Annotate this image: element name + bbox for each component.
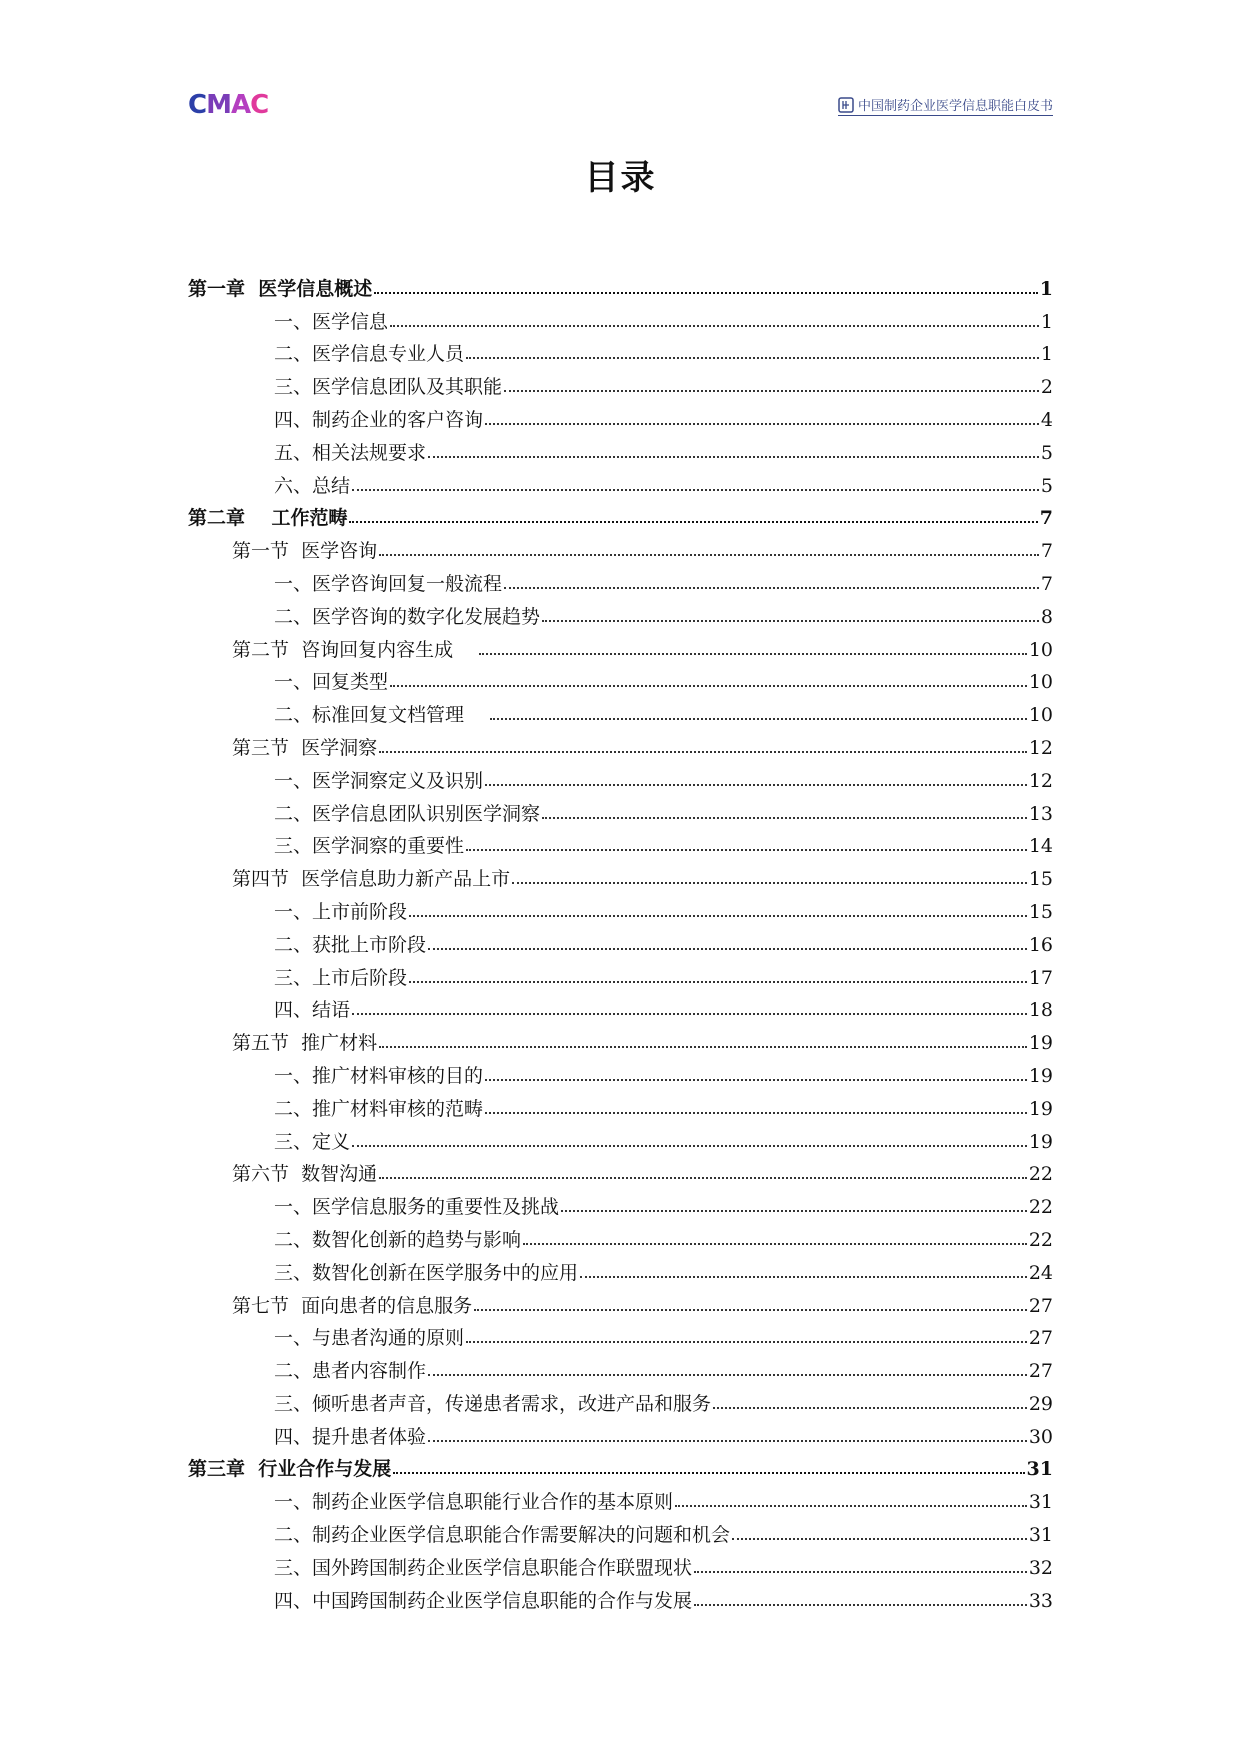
toc-entry-label: 一、与患者沟通的原则 [274,1327,465,1350]
toc-entry-label: 二、数智化创新的趋势与影响 [274,1228,522,1251]
toc-entry-item[interactable] [188,332,1053,365]
dot-leader [485,423,1039,425]
toc-entry-page-number: 19 [1028,1097,1053,1120]
toc-entry-item[interactable] [188,1512,1053,1545]
dot-leader [428,1374,1027,1376]
toc-entry-page-number: 31 [1028,1491,1053,1514]
dot-leader [523,1243,1027,1245]
toc-entry-item[interactable] [188,430,1053,463]
toc-entry-page-number: 10 [1028,638,1053,661]
dot-leader [428,948,1027,950]
dot-leader [504,587,1039,589]
toc-entry-chapter[interactable] [188,496,1053,529]
toc-entry-item[interactable] [188,561,1053,594]
toc-entry-item[interactable] [188,397,1053,430]
toc-entry-label: 第二章 工作范畴 [188,507,348,530]
dot-leader [732,1538,1027,1540]
toc-entry-label: 第一节 医学咨询 [232,540,378,563]
dot-leader [504,390,1039,392]
dot-leader [675,1505,1027,1507]
toc-entry-page-number: 19 [1028,1064,1053,1087]
dot-leader [428,1440,1027,1442]
toc-entry-page-number: 12 [1028,769,1053,792]
dot-leader [694,1571,1027,1573]
toc-entry-page-number: 5 [1040,474,1053,497]
dot-leader [466,849,1027,851]
toc-entry-label: 第六节 数智沟通 [232,1163,378,1186]
toc-entry-item[interactable] [188,1119,1053,1152]
dot-leader [379,1046,1027,1048]
toc-entry-item[interactable] [188,1479,1053,1512]
dot-leader [512,882,1027,884]
toc-entry-page-number: 27 [1028,1360,1053,1383]
toc-entry-page-number: 14 [1028,835,1053,858]
toc-entry-label: 三、上市后阶段 [274,966,408,989]
toc-entry-page-number: 15 [1028,868,1053,891]
toc-entry-item[interactable] [188,1414,1053,1447]
toc-entry-label: 六、总结 [274,474,351,497]
toc-entry-item[interactable] [188,364,1053,397]
toc-entry-page-number: 19 [1028,1032,1053,1055]
dot-leader [428,456,1039,458]
toc-entry-page-number: 22 [1028,1228,1053,1251]
toc-entry-page-number: 31 [1028,1524,1053,1547]
toc-entry-item[interactable] [188,1184,1053,1217]
toc-entry-page-number: 27 [1028,1294,1053,1317]
dot-leader [379,1177,1027,1179]
toc-entry-page-number: 32 [1028,1556,1053,1579]
toc-entry-label: 第五节 推广材料 [232,1032,378,1055]
toc-entry-item[interactable] [188,988,1053,1021]
toc-entry-page-number: 19 [1028,1130,1053,1153]
toc-entry-label: 一、医学信息 [274,310,389,333]
header-document-title [838,95,1053,116]
toc-entry-page-number: 2 [1040,376,1053,399]
toc-entry-page-number: 31 [1026,1458,1053,1481]
toc-entry-label: 第三章 行业合作与发展 [188,1458,392,1481]
toc-entry-label: 一、医学咨询回复一般流程 [274,572,503,595]
toc-entry-item[interactable] [188,660,1053,693]
dot-leader [390,685,1027,687]
toc-entry-label: 第二节 咨询回复内容生成 [232,638,478,661]
dot-leader [466,357,1039,359]
dot-leader [490,718,1027,720]
toc-entry-page-number: 27 [1028,1327,1053,1350]
toc-entry-page-number: 18 [1028,999,1053,1022]
toc-entry-item[interactable] [188,1217,1053,1250]
toc-entry-label: 三、医学洞察的重要性 [274,835,465,858]
toc-entry-section[interactable] [188,528,1053,561]
toc-entry-label: 一、推广材料审核的目的 [274,1064,484,1087]
toc-entry-page-number: 8 [1040,605,1053,628]
toc-entry-page-number: 16 [1028,933,1053,956]
toc-entry-page-number: 4 [1040,408,1053,431]
toc-entry-page-number: 15 [1028,900,1053,923]
toc-entry-label: 第一章 医学信息概述 [188,277,373,300]
toc-entry-label: 四、制药企业的客户咨询 [274,408,484,431]
dot-leader [374,292,1038,294]
toc-entry-page-number: 33 [1028,1589,1053,1612]
page-title: 目录 [584,158,657,198]
toc-entry-item[interactable] [188,463,1053,496]
toc-entry-chapter[interactable] [188,266,1053,299]
toc-entry-label: 一、医学信息服务的重要性及挑战 [274,1196,560,1219]
toc-entry-item[interactable] [188,299,1053,332]
toc-entry-label: 一、上市前阶段 [274,900,408,923]
dot-leader [349,521,1037,523]
toc-entry-item[interactable] [188,1381,1053,1414]
toc-entry-section[interactable] [188,1020,1053,1053]
dot-leader [409,915,1027,917]
toc-entry-label: 二、医学信息专业人员 [274,343,465,366]
toc-entry-label: 二、患者内容制作 [274,1360,427,1383]
toc-entry-label: 二、推广材料审核的范畴 [274,1097,484,1120]
toc-entry-page-number: 22 [1028,1163,1053,1186]
dot-leader [352,1145,1027,1147]
toc-entry-page-number: 12 [1028,736,1053,759]
toc-entry-page-number: 1 [1039,277,1053,300]
toc-entry-label: 四、中国跨国制药企业医学信息职能的合作与发展 [274,1589,693,1612]
toc-entry-label: 一、回复类型 [274,671,389,694]
toc-entry-label: 四、提升患者体验 [274,1425,427,1448]
dot-leader [485,784,1027,786]
toc-entry-page-number: 22 [1028,1196,1053,1219]
toc-entry-label: 二、获批上市阶段 [274,933,427,956]
toc-entry-item[interactable] [188,692,1053,725]
page-header [188,88,1053,128]
dot-leader [409,981,1027,983]
toc-entry-item[interactable] [188,955,1053,988]
toc-entry-label: 第三节 医学洞察 [232,736,378,759]
table-of-contents [188,266,1053,1611]
dot-leader [542,817,1027,819]
toc-entry-label: 二、医学咨询的数字化发展趋势 [274,605,541,628]
toc-entry-label: 第七节 面向患者的信息服务 [232,1294,473,1317]
toc-entry-item[interactable] [188,594,1053,627]
toc-entry-section[interactable] [188,856,1053,889]
dot-leader [580,1276,1027,1278]
toc-entry-label: 二、制药企业医学信息职能合作需要解决的问题和机会 [274,1524,731,1547]
dot-leader [542,620,1039,622]
toc-entry-item[interactable] [188,824,1053,857]
toc-entry-label: 四、结语 [274,999,351,1022]
dot-leader [485,1112,1027,1114]
dot-leader [694,1604,1027,1606]
toc-entry-section[interactable] [188,627,1053,660]
dot-leader [474,1309,1027,1311]
toc-entry-item[interactable] [188,1053,1053,1086]
toc-entry-section[interactable] [188,1152,1053,1185]
dot-leader [352,1013,1027,1015]
dot-leader [390,325,1039,327]
toc-entry-page-number: 24 [1028,1261,1053,1284]
toc-entry-item[interactable] [188,1545,1053,1578]
dot-leader [561,1210,1027,1212]
toc-entry-page-number: 17 [1028,966,1053,989]
dot-leader [379,751,1027,753]
toc-entry-chapter[interactable] [188,1447,1053,1480]
toc-entry-item[interactable] [188,791,1053,824]
toc-entry-item[interactable] [188,1250,1053,1283]
toc-entry-page-number: 1 [1040,310,1053,333]
toc-entry-item[interactable] [188,889,1053,922]
toc-entry-label: 一、医学洞察定义及识别 [274,769,484,792]
toc-entry-page-number: 30 [1028,1425,1053,1448]
dot-leader [485,1079,1027,1081]
toc-entry-label: 三、倾听患者声音，传递患者需求，改进产品和服务 [274,1392,712,1415]
toc-entry-item[interactable] [188,1086,1053,1119]
toc-entry-page-number: 7 [1040,572,1053,595]
toc-entry-page-number: 13 [1028,802,1053,825]
toc-entry-label: 五、相关法规要求 [274,441,427,464]
toc-entry-page-number: 7 [1039,507,1053,530]
dot-leader [466,1341,1027,1343]
cmac-logo: CMAC [188,90,269,120]
toc-entry-page-number: 10 [1028,704,1053,727]
dot-leader [379,554,1039,556]
dot-leader [393,1472,1024,1474]
toc-entry-page-number: 10 [1028,671,1053,694]
toc-entry-section[interactable] [188,725,1053,758]
toc-entry-label: 第四节 医学信息助力新产品上市 [232,868,511,891]
toc-entry-section[interactable] [188,1283,1053,1316]
dot-leader [479,653,1027,655]
toc-entry-item[interactable] [188,1578,1053,1611]
dot-leader [352,489,1039,491]
toc-entry-page-number: 1 [1040,343,1053,366]
toc-entry-label: 三、国外跨国制药企业医学信息职能合作联盟现状 [274,1556,693,1579]
toc-entry-item[interactable] [188,758,1053,791]
toc-entry-page-number: 5 [1040,441,1053,464]
toc-entry-page-number: 7 [1040,540,1053,563]
toc-entry-label: 一、制药企业医学信息职能行业合作的基本原则 [274,1491,674,1514]
toc-entry-label: 三、数智化创新在医学服务中的应用 [274,1261,579,1284]
header-document-title-text: 中国制药企业医学信息职能白皮书 [857,99,1053,114]
dot-leader [713,1407,1027,1409]
toc-entry-item[interactable] [188,1348,1053,1381]
toc-entry-item[interactable] [188,1316,1053,1349]
toc-entry-page-number: 29 [1028,1392,1053,1415]
toc-entry-label: 三、医学信息团队及其职能 [274,376,503,399]
toc-entry-label: 二、医学信息团队识别医学洞察 [274,802,541,825]
toc-entry-label: 三、定义 [274,1130,351,1153]
document-icon [838,97,854,113]
toc-entry-item[interactable] [188,922,1053,955]
toc-entry-label: 二、标准回复文档管理 [274,704,489,727]
